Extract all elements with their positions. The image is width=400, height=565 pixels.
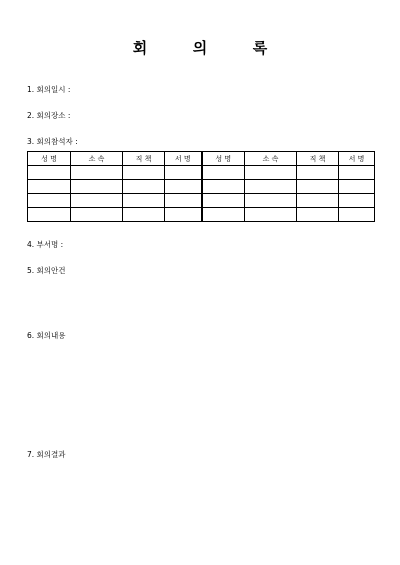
table-row [28, 208, 375, 222]
table-cell[interactable] [71, 180, 123, 194]
table-cell[interactable] [245, 180, 297, 194]
table-cell[interactable] [339, 166, 375, 180]
meeting-attendees-label: 3. 회의참석자 : [27, 137, 78, 146]
table-row [28, 194, 375, 208]
header-position: 직 책 [123, 152, 165, 166]
title-char-1: 회 [132, 38, 148, 57]
table-cell[interactable] [339, 180, 375, 194]
table-cell[interactable] [202, 194, 245, 208]
table-cell[interactable] [28, 180, 71, 194]
table-cell[interactable] [339, 208, 375, 222]
title-char-3: 록 [252, 38, 268, 57]
table-cell[interactable] [71, 166, 123, 180]
table-cell[interactable] [165, 180, 202, 194]
table-cell[interactable] [28, 166, 71, 180]
content-label: 6. 회의내용 [27, 331, 66, 340]
table-cell[interactable] [297, 166, 339, 180]
table-cell[interactable] [297, 194, 339, 208]
table-cell[interactable] [245, 208, 297, 222]
document-title [0, 35, 400, 59]
table-cell[interactable] [123, 194, 165, 208]
table-cell[interactable] [297, 180, 339, 194]
table-cell[interactable] [202, 208, 245, 222]
attendees-table [27, 151, 375, 222]
table-cell[interactable] [165, 166, 202, 180]
table-cell[interactable] [165, 194, 202, 208]
department-label: 4. 부서명 : [27, 240, 64, 249]
table-cell[interactable] [165, 208, 202, 222]
header-signature: 서 명 [165, 152, 202, 166]
table-cell[interactable] [245, 166, 297, 180]
table-cell[interactable] [123, 166, 165, 180]
header-name: 성 명 [28, 152, 71, 166]
table-cell[interactable] [245, 194, 297, 208]
table-cell[interactable] [71, 208, 123, 222]
header-affiliation: 소 속 [71, 152, 123, 166]
table-cell[interactable] [297, 208, 339, 222]
table-row [28, 180, 375, 194]
header-name: 성 명 [202, 152, 245, 166]
table-header-row [28, 152, 375, 166]
table-cell[interactable] [202, 180, 245, 194]
table-cell[interactable] [123, 208, 165, 222]
meeting-place-label: 2. 회의장소 : [27, 111, 71, 120]
table-cell[interactable] [123, 180, 165, 194]
table-cell[interactable] [28, 194, 71, 208]
header-affiliation: 소 속 [245, 152, 297, 166]
table-cell[interactable] [339, 194, 375, 208]
table-cell[interactable] [71, 194, 123, 208]
table-row [28, 166, 375, 180]
header-signature: 서 명 [339, 152, 375, 166]
agenda-label: 5. 회의안건 [27, 266, 66, 275]
header-position: 직 책 [297, 152, 339, 166]
result-label: 7. 회의결과 [27, 450, 66, 459]
table-cell[interactable] [28, 208, 71, 222]
meeting-datetime-label: 1. 회의일시 : [27, 85, 71, 94]
table-cell[interactable] [202, 166, 245, 180]
title-char-2: 의 [192, 38, 208, 57]
